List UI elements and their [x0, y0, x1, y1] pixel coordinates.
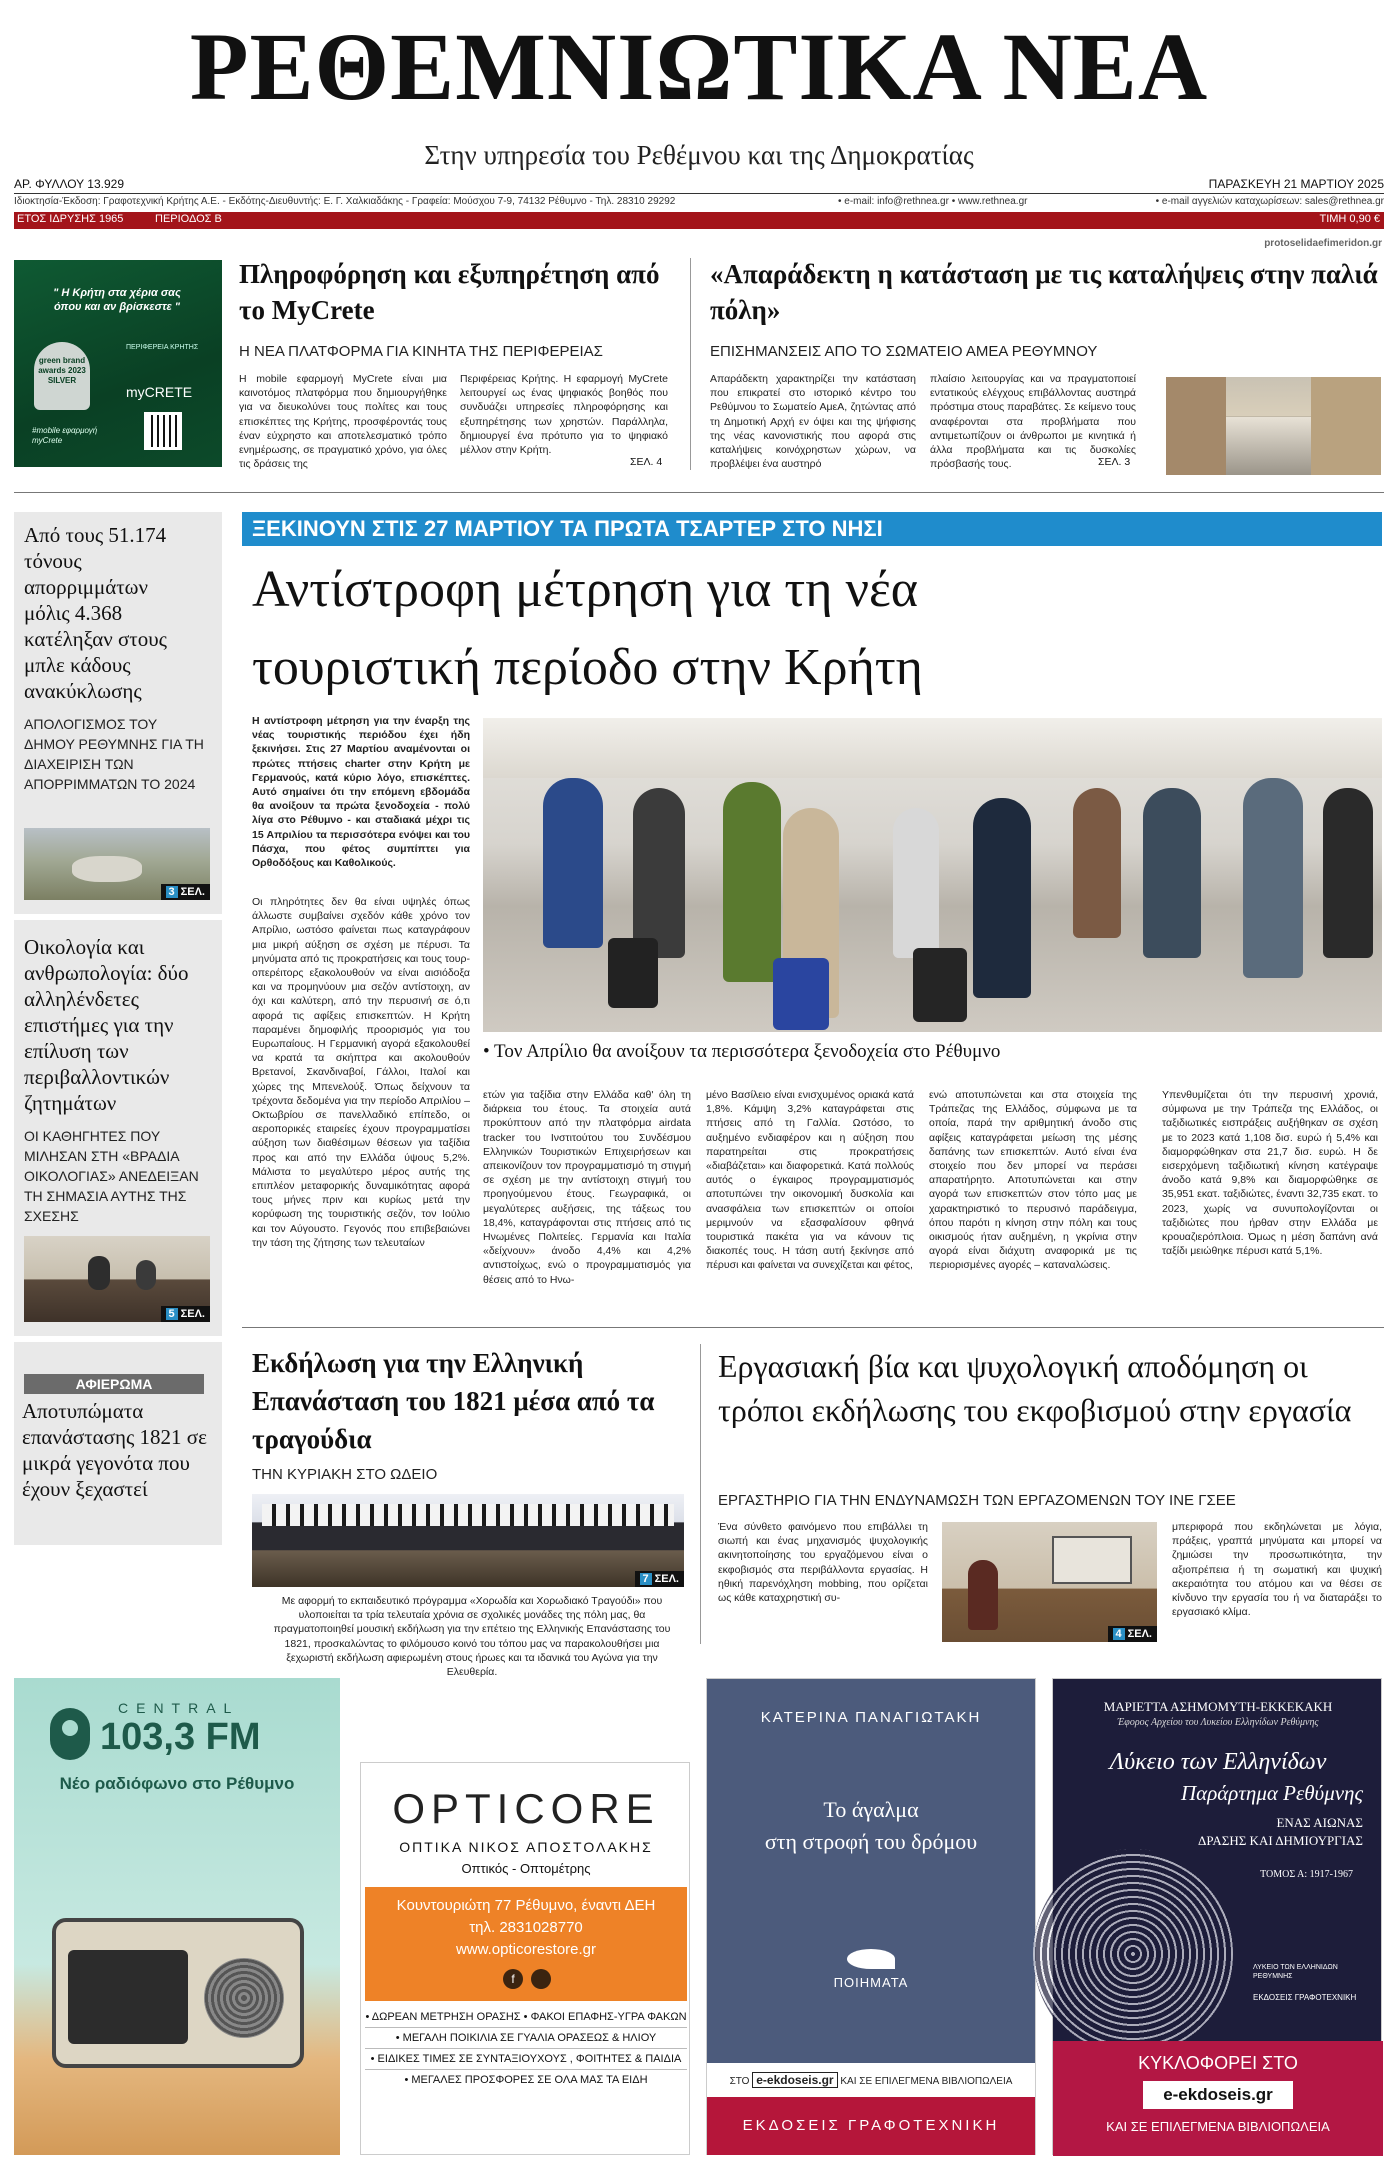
book1-title-line2: στη στροφή του δρόμου: [764, 1829, 978, 1854]
workplace-headline[interactable]: Εργασιακή βία και ψυχολογική αποδόμηση οι τρόποι εκδήλωσης του εκφοβισμού στην εργασία: [718, 1348, 1352, 1428]
choir-concert-photo: [252, 1494, 684, 1587]
mycrete-headline[interactable]: Πληροφόρηση και εξυπηρέτηση από το MyCrete: [239, 259, 660, 325]
amea-col2: πλαίσιο λειτουργίας και να πραγματοποιεί εντατικούς ελέγχους επιβάλλοντας αυστηρά πρόστιμα στους παραβάτες. Σε κείμενο τους αναφέρονται στα προβλήματα που αντιμετωπίζουν οι άνθρωποι με κινητικά ή άλλα προβλήματα και τις δυσκολίες πρόσβασής τους.: [930, 373, 1136, 471]
airport-crowd-photo: [483, 718, 1382, 1032]
revolution-text: Με αφορμή το εκπαιδευτικό πρόγραμμα «Χορωδία και Χορωδιακό Τραγούδι» που υλοποιείται τα τρία τελευταία χρόνια σε σχολικές μονάδες της πόλη μας, θα πραγματοποιηθεί μουσική εκδήλωση για την επέτειο της Ελληνικής Επανάστασης του 1821, προσκαλώντας το φιλόμουσο κοινό του τόπου μας να παρακολουθήσει μια ξεχωριστή εκδήλωση αφιερωμένη στους ήρωες και τα ιδανικά του Αγώνα για την Ελευθερία.: [273, 1595, 671, 1679]
workplace-col1: Ένα σύνθετο φαινόμενο που επιβάλλει τη σιωπή και ένας μηχανισμός ψυχολογικής ακινητοποίησης του εργαζόμενου είναι ο εκφοβισμός στα περιβάλλοντα εργασίας. Η ηθική παρενόχληση mobbing, που ορίζεται ως κάθε καταχρηστική συ-: [718, 1521, 928, 1605]
lead-photo-caption: • Τον Απρίλιο θα ανοίξουν τα περισσότερα ξενοδοχεία στο Ρέθυμνο: [483, 1041, 1001, 1062]
lead-col1: Οι πληρότητες δεν θα είναι υψηλές όπως άλλωστε συμβαίνει σχεδόν κάθε χρόνο τον Απρίλιο, ωστόσο φαίνεται πως καταγράφουν μια μικρή αύξηση σε σχέση με πέρυσι. Τα μηνύματα από τις προκρατήσεις και τους τουρ-οπερέιτορς εξακολουθούν να είναι αισιόδοξα και να προμηνύουν μια σεζόν αντίστοιχη, αν όχι και καλύτερη, από την περυσινή σε ό,τι αφορά τις αφίξεις επισκεπτών. Η Κρήτη παραμένει δημοφιλής προορισμός για του Ευρωπαίους. Η Γερμανική αγορά εξακολουθεί να κρατά τα σκήπτρα και ακολουθούν Βρετανοί, Σκανδιναβοί, Γάλλοι, Ιταλοί και χώρες της Μπενελούξ. Όπως δείχνουν τα τρέχοντα δεδομένα για την περίοδο Απριλίου – Οκτωβρίου σε πανελλαδικό επίπεδο, οι αεροπορικές εταιρείες έχουν προγραμματίσει αύξηση των διαθέσιμων θέσεων για ταξίδια προς και από την Ελλάδα ύψους 5,2%. Μάλιστα το μεγαλύτερο μέρος αυτής της επιπλέον μεταφορικής δυναμικότητας αφορά τους μήνες πριν και κυρίως μετά την κορύφωση της τουριστικής σεζόν, τον Ιούλιο και τον Αύγουστο. Γεγονός που επιβεβαιώνει την τάση της ζήτησης των τελευταίων: [252, 896, 470, 1249]
qr-code-icon: [144, 412, 182, 450]
optician-ad[interactable]: [360, 1762, 690, 2155]
lead-col3: μένο Βασίλειο είναι ενισχυμένος οριακά κατά 1,8%. Κάμψη 3,2% καταγράφεται στις πτήσεις από τη Γαλλία. Ωστόσο, το αυξημένο ενδιαφέρον και η αύξηση που παρατηρείται στις προκρατήσεις «διαβάζεται» και διαφορετικά. Κατά πολλούς αυτός ο έγκαιρος προγραμματισμός αποτυπώνει την οικονομική δυσκολία και ανασφάλεια των επισκεπτών οι οποίοι μεριμνούν να εξασφαλίσουν φθηνά τουριστικά πακέτα για να κάνουν τις διακοπές τους. Η τάση αυτή ξεκίνησε από πέρυσι και φαίνεται να συνεχίζεται και φέτος,: [706, 1089, 914, 1272]
book2-sub2: ΔΡΑΣΗΣ ΚΑΙ ΔΗΜΙΟΥΡΓΙΑΣ: [1197, 1833, 1363, 1848]
optic-offer: • ΜΕΓΑΛΕΣ ΠΡΟΣΦΟΡΕΣ ΣΕ ΟΛΑ ΜΑΣ ΤΑ ΕΙΔΗ: [404, 2074, 648, 2086]
radio-ad[interactable]: [14, 1678, 340, 2155]
optic-contact-box: [365, 1887, 687, 2001]
book2-store-note: ΚΑΙ ΣΕ ΕΠΙΛΕΓΜΕΝΑ ΒΙΒΛΙΟΠΩΛΕΙΑ: [1106, 2119, 1330, 2134]
book1-store-link[interactable]: e-ekdoseis.gr: [752, 2072, 837, 2088]
optic-offers: [365, 2007, 687, 2090]
lead-col2: ετών για ταξίδια στην Ελλάδα καθ' όλη τη διάρκεια του έτους. Τα στοιχεία αυτά προκύπτουν από την πλατφόρμα airdata tracker του Ινστιτούτου του Συνδέσμου Ελληνικών Τουριστικών Επιχειρήσεων και απεικονίζουν τον προγραμματισμό τη στιγμή σε σχέση με την αντίστοιχη στιγμή του προηγούμενου έτους. Γεωγραφικά, οι μεγαλύτερες αυξήσεις, της τάξεως του 18,4%, καταγράφονται στις πτήσεις από τις Ηνωμένες Πολιτείες. Γερμανία και Ιταλία «δείχνουν» άνοδο 4,4% και 4,2% αντιστοίχως, ενώ ο προγραμματισμός για θέσεις από το Ηνω-: [483, 1089, 691, 1286]
region-label: ΠΕΡΙΦΕΡΕΙΑ ΚΡΗΤΗΣ: [126, 344, 199, 351]
workshop-photo: [942, 1522, 1157, 1642]
amea-page-ref[interactable]: ΣΕΛ. 3: [1098, 456, 1131, 468]
book1-author: ΚΑΤΕΡΙΝΑ ΠΑΝΑΓΙΩΤΑΚΗ: [760, 1709, 982, 1726]
lace-pattern-icon: [1033, 1849, 1233, 2059]
optic-offer: • ΕΙΔΙΚΕΣ ΤΙΜΕΣ ΣΕ ΣΥΝΤΑΞΙΟΥΧΟΥΣ , ΦΟΙΤΗΤΕΣ & ΠΑΙΔΙΑ: [365, 2049, 687, 2070]
sidebar-item3-label: ΑΦΙΕΡΩΜΑ: [24, 1374, 204, 1394]
newspaper-subtitle: Στην υπηρεσία του Ρεθέμνου και της Δημοκρατίας: [424, 140, 974, 170]
book2-org: ΛΥΚΕΙΟ ΤΩΝ ΕΛΛΗΝΙΔΩΝ ΡΕΘΥΜΝΗΣ: [1253, 1964, 1338, 1980]
sidebar-item2-kicker: ΟΙ ΚΑΘΗΓΗΤΕΣ ΠΟΥ ΜΙΛΗΣΑΝ ΣΤΗ «ΒΡΑΔΙΑ ΟΙΚΟΛΟΓΙΑΣ» ΑΝΕΔΕΙΞΑΝ ΤΗ ΣΗΜΑΣΙΑ ΑΥΤΗΣ ΤΗΣ ΣΧΕΣΗΣ: [24, 1128, 199, 1224]
optic-role: Οπτικός - Οπτομέτρης: [461, 1861, 591, 1876]
book-ad-poems[interactable]: [706, 1678, 1036, 2155]
ads-email: • e-mail αγγελιών καταχωρίσεων: sales@rethnea.gr: [1155, 196, 1384, 207]
optic-offer: • ΔΩΡΕΑΝ ΜΕΤΡΗΣΗ ΟΡΑΣΗΣ • ΦΑΚΟΙ ΕΠΑΦΗΣ-ΥΓΡΑ ΦΑΚΩΝ: [365, 2007, 687, 2028]
sidebar-item3-headline[interactable]: Αποτυπώματα επανάστασης 1821 σε μικρά γεγονότα που έχουν ξεχαστεί: [22, 1399, 207, 1501]
issue-number: ΑΡ. ΦΥΛΛΟΥ 13.929: [14, 177, 124, 191]
landfill-aerial-photo: [24, 828, 210, 900]
lead-headline-line2[interactable]: τουριστική περίοδο στην Κρήτη: [252, 639, 923, 696]
book1-publisher: ΕΚΔΟΣΕΙΣ ΓΡΑΦΟΤΕΧΝΙΚΗ: [707, 2097, 1035, 2155]
workplace-page[interactable]: 4 ΣΕΛ.: [1108, 1626, 1157, 1642]
workplace-kicker: ΕΡΓΑΣΤΗΡΙΟ ΓΙΑ ΤΗΝ ΕΝΔΥΝΑΜΩΣΗ ΤΩΝ ΕΡΓΑΖΟΜΕΝΩΝ ΤΟΥ ΙΝΕ ΓΣΕΕ: [718, 1492, 1236, 1509]
mycrete-col2: Περιφέρειας Κρήτης. Η εφαρμογή MyCrete λειτουργεί ως ένας ψηφιακός βοηθός που συνδυάζει υπηρεσίες πληροφόρησης και εξυπηρέτησης των χρηστών. Παράλληλα, δημιουργεί ένα πρότυπο για το ψηφιακό μέλλον στην Κρήτη.: [460, 373, 668, 457]
book1-genre: ΠΟΙΗΜΑΤΑ: [833, 1975, 909, 1990]
radio-logo-icon: [50, 1708, 90, 1760]
revolution-kicker: ΤΗΝ ΚΥΡΙΑΚΗ ΣΤΟ ΩΔΕΙΟ: [252, 1466, 438, 1483]
sidebar-item2-page[interactable]: 5 ΣΕΛ.: [161, 1306, 210, 1322]
amea-headline[interactable]: «Απαράδεκτη η κατάσταση με τις καταλήψεις στην παλιά πόλη»: [710, 259, 1378, 325]
award-badge: green brand awards 2023 SILVER: [34, 342, 90, 410]
lead-col4: ενώ αποτυπώνεται και στα στοιχεία της Τράπεζας της Ελλάδος, σύμφωνα με τα οποία, παρά την αριθμητική άνοδο στις αφίξεις καταγράφεται μείωση της μέσης δαπάνης των επισκεπτών. Αυτό είναι ένα στοιχείο που δεν μπορεί να περάσει απαρατήρητο. Αποτυπώνεται και στην αγορά των επισκεπτών στον τόπο μας με χαρακτηριστικό το περυσινό παράδειγμα, όπου παρότι η κίνηση στην πόλη και τους οικισμούς ήταν αυξημένη, η γκρίνια στην αγορά είναι διάχυτη αναφορικά με τις περιορισμένες αγορές – καταναλώσεις.: [929, 1089, 1137, 1272]
mycrete-kicker: Η ΝΕΑ ΠΛΑΤΦΟΡΜΑ ΓΙΑ ΚΙΝΗΤΑ ΤΗΣ ΠΕΡΙΦΕΡΕΙΑΣ: [239, 343, 603, 360]
book2-store-link[interactable]: e-ekdoseis.gr: [1143, 2081, 1293, 2109]
mycrete-ad-quote: " Η Κρήτη στα χέρια σας όπου και αν βρίσκεστε ": [53, 287, 181, 313]
book2-cta: ΚΥΚΛΟΦΟΡΕΙ ΣΤΟ: [1138, 2053, 1298, 2073]
instagram-icon[interactable]: [531, 1969, 551, 1989]
founded-year: ΕΤΟΣ ΙΔΡΥΣΗΣ 1965: [17, 213, 124, 225]
contact-email: • e-mail: info@rethnea.gr • www.rethnea.gr: [838, 196, 1028, 207]
mycrete-brand: myCRETE: [126, 384, 193, 400]
price: ΤΙΜΗ 0,90 €: [1319, 213, 1380, 225]
period: ΠΕΡΙΟΔΟΣ Β: [155, 213, 222, 225]
lead-col5: Υπενθυμίζεται ότι την περυσινή χρονιά, σύμφωνα με την Τράπεζα της Ελλάδος, οι ταξιδιωτικές εισπράξεις αυξήθηκαν σε σχέση με το 2023 κατά 1,108 δισ. ευρώ ή 5,4% και διαμορφώθηκαν στα 21,7 δισ. ευρώ. Η δε εισερχόμενη ταξιδιωτική κίνηση κατέγραψε άνοδο κατά 9,8% και διαμορφώθηκε σε 35,951 εκατ. ταξιδιώτες, έναντι 32,735 εκατ. το 2023, χωρίς να συνυπολογίζονται οι ταξιδιώτες που ήρθαν στην Ελλάδα με κρουαζιερόπλοια. Όμως η μέση δαπάνη ανά ταξίδι μειώθηκε πέρυσι κατά 5,1%.: [1162, 1089, 1378, 1258]
radio-slogan: Νέο ραδιόφωνο στο Ρέθυμνο: [59, 1774, 295, 1793]
book1-store-line: ΣΤΟ e-ekdoseis.gr ΚΑΙ ΣΕ ΕΠΙΛΕΓΜΕΝΑ ΒΙΒΛΙΟΠΩΛΕΙΑ: [729, 2073, 1013, 2087]
optic-phone: τηλ. 2831028770: [469, 1919, 583, 1936]
book2-author: ΜΑΡΙΕΤΤΑ ΑΣΗΜΟΜΥΤΗ-ΕΚΚΕΚΑΚΗ: [1103, 1699, 1333, 1714]
sidebar-item1-headline[interactable]: Από τους 51.174 τόνους απορριμμάτων μόλις 4.368 κατέληξαν στους μπλε κάδους ανακύκλωσης: [24, 523, 167, 703]
publisher-logo-icon: [847, 1949, 895, 1969]
optic-website[interactable]: www.opticorestore.gr: [455, 1941, 597, 1958]
book2-title-line2: Παράρτημα Ρεθύμνης: [1181, 1781, 1363, 1805]
optic-offer: • ΜΕΓΑΛΗ ΠΟΙΚΙΛΙΑ ΣΕ ΓΥΑΛΙΑ ΟΡΑΣΕΩΣ & ΗΛΙΟΥ: [365, 2028, 687, 2049]
lead-intro: Η αντίστροφη μέτρηση για την έναρξη της νέας τουριστικής περιόδου έχει ήδη ξεκινήσει. Στις 27 Μαρτίου αναμένονται οι πρώτες πτήσεις charter στην Κρήτη με Γερμανούς, κατά κύριο λόγο, επισκέπτες. Αυτό σημαίνει ότι την επόμενη εβδομάδα θα ανοίξουν τα πρώτα ξενοδοχεία - πολύ λίγα στο Ρέθυμνο - και σταδιακά μέχρι τις 15 Απριλίου τα περισσότερα ενόψει και του Πάσχα, που φέτος συμπίπτει για Ορθοδόξους και Καθολικούς.: [252, 715, 470, 870]
amea-col1: Απαράδεκτη χαρακτηρίζει την κατάσταση που επικρατεί στο ιστορικό κέντρο του Ρεθύμνου το Σωματείο ΑμεΑ, ζητώντας από τη Δημοτική Αρχή εν όψει και της ψήφισης της νέας κανονιστικής που αφορά στις καταλήψεις κοινόχρηστων χώρων, να προβλέψει ένα αυστηρό: [710, 373, 916, 471]
radio-frequency: 103,3 FM: [100, 1716, 261, 1758]
lead-headline-line1[interactable]: Αντίστροφη μέτρηση για τη νέα: [252, 561, 919, 618]
sidebar-item1-kicker: ΑΠΟΛΟΓΙΣΜΟΣ ΤΟΥ ΔΗΜΟΥ ΡΕΘΥΜΝΗΣ ΓΙΑ ΤΗ ΔΙΑΧΕΙΡΙΣΗ ΤΩΝ ΑΠΟΡΡΙΜΜΑΤΩΝ ΤΟ 2024: [24, 716, 204, 792]
optic-address: Κουντουριώτη 77 Ρέθυμνο, έναντι ΔΕΗ: [396, 1897, 656, 1914]
publisher-line: Ιδιοκτησία-Έκδοση: Γραφοτεχνική Κρήτης Α.Ε. - Εκδότης-Διευθυντής: Ε. Γ. Χαλκιαδάκης - Γραφεία: Μούσχου 7-9, 74132 Ρέθυμνο - Τηλ. 28310 29292: [14, 196, 676, 207]
sidebar-item1-page[interactable]: 3 ΣΕΛ.: [161, 884, 210, 900]
mycrete-col1: Η mobile εφαρμογή MyCrete είναι μια καινοτόμος πλατφόρμα που δημιουργήθηκε για να διευκολύνει τους πολίτες και τους επισκέπτες της Κρήτης, προσφέροντάς τους έναν εύχρηστο και αποτελεσματικό τρόπο ενημέρωσης, σε πραγματικό χρόνο, για όλες τις δράσεις της: [239, 373, 447, 471]
book2-sub1: ΕΝΑΣ ΑΙΩΝΑΣ: [1276, 1815, 1363, 1830]
book2-author-role: Έφορος Αρχείου του Λυκείου Ελληνίδων Ρεθύμνης: [1117, 1717, 1319, 1728]
old-town-street-photo: [1166, 377, 1381, 475]
workplace-col2: μπεριφορά που εκδηλώνεται με λόγια, πράξεις, γραπτά μηνύματα και μπορεί να ζημιώσει την προσωπικότητα, την αξιοπρέπεια ή τη σωματική και ψυχική ακεραιότητα του ατόμου και να θέσει σε κίνδυνο την εργασία του ή να διαταράξει το εργασιακό κλίμα.: [1172, 1521, 1382, 1619]
revolution-page[interactable]: 7 ΣΕΛ.: [635, 1571, 684, 1587]
sidebar-item2-headline[interactable]: Οικολογία και ανθρωπολογία: δύο αλληλένδετες επιστήμες για την επίλυση των περιβαλλοντικών ζητημάτων: [24, 935, 189, 1115]
mycrete-page-ref[interactable]: ΣΕΛ. 4: [630, 456, 663, 468]
ecology-event-photo: [24, 1236, 210, 1322]
book1-title-line1: Το άγαλμα: [823, 1797, 919, 1822]
book2-publisher: ΕΚΔΟΣΕΙΣ ΓΡΑΦΟΤΕΧΝΙΚΗ: [1253, 1993, 1357, 2002]
lead-banner: ΞΕΚΙΝΟΥΝ ΣΤΙΣ 27 ΜΑΡΤΙΟΥ ΤΑ ΠΡΩΤΑ ΤΣΑΡΤΕΡ ΣΤΟ ΝΗΣΙ: [242, 512, 1382, 546]
source-watermark: protoselidaefimeridon.gr: [1264, 238, 1382, 249]
book2-title-line1: Λύκειο των Ελληνίδων: [1109, 1749, 1327, 1775]
book2-volume: ΤΟΜΟΣ Α: 1917-1967: [1260, 1869, 1353, 1880]
issue-date: ΠΑΡΑΣΚΕΥΗ 21 ΜΑΡΤΙΟΥ 2025: [1208, 177, 1384, 191]
optic-brand: OPTICORE: [392, 1785, 660, 1832]
optic-subtitle: ΟΠΤΙΚΑ ΝΙΚΟΣ ΑΠΟΣΤΟΛΑΚΗΣ: [399, 1839, 653, 1855]
radio-device-icon: [52, 1918, 304, 2068]
mycrete-ad: [14, 260, 222, 467]
radio-brand: CENTRAL: [118, 1700, 240, 1716]
facebook-icon[interactable]: f: [503, 1969, 523, 1989]
revolution-headline[interactable]: Εκδήλωση για την Ελληνική Επανάσταση του 1821 μέσα από τα τραγούδια: [252, 1348, 655, 1454]
newspaper-title: ΡΕΘΕΜΝΙΩΤΙΚΑ ΝΕΑ: [189, 13, 1209, 120]
mycrete-hashtag: #mobile εφαρμογή myCrete: [32, 426, 98, 445]
amea-kicker: ΕΠΙΣΗΜΑΝΣΕΙΣ ΑΠΟ ΤΟ ΣΩΜΑΤΕΙΟ ΑΜΕΑ ΡΕΘΥΜΝΟΥ: [710, 343, 1098, 360]
book-ad-lyceum[interactable]: [1052, 1678, 1382, 2155]
